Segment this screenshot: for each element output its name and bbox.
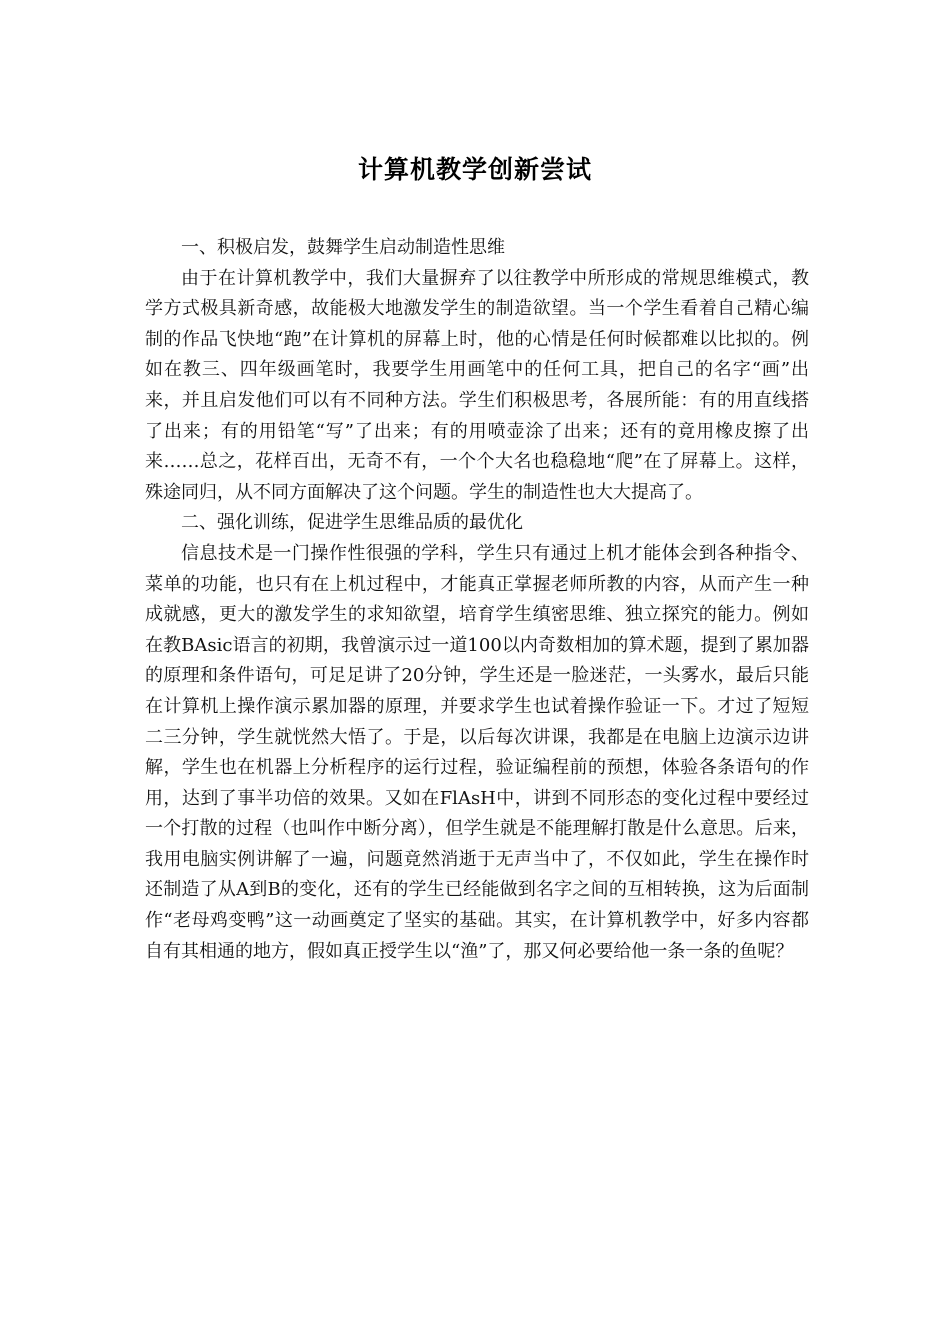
section-paragraph-2: 信息技术是一门操作性很强的学科，学生只有通过上机才能体会到各种指令、菜单的功能，也只有在上机过程中，才能真正掌握老师所教的内容，从而产生一种成就感，更大的激发学生的求知欲望，培育学生缜密思维、独立探究的能力。例如在教BAsic语言的初期，我曾演示过一道100以内奇数相加的算术题，提到了累加器的原理和条件语句，可足足讲了20分钟，学生还是一脸迷茫，一头雾水，最后只能在计算机上操作演示累加器的原理，并要求学生也试着操作验证一下。才过了短短二三分钟，学生就恍然大悟了。于是，以后每次讲课，我都是在电脑上边演示边讲解，学生也在机器上分析程序的运行过程，验证编程前的预想，体验各条语句的作用，达到了事半功倍的效果。又如在FlAsH中，讲到不同形态的变化过程中要经过一个打散的过程（也叫作中断分离），但学生就是不能理解打散是什么意思。后来，我用电脑实例讲解了一遍，问题竟然消逝于无声当中了，不仅如此，学生在操作时还制造了从A到B的变化，还有的学生已经能做到名字之间的互相转换，这为后面制作“老母鸡变鸭”这一动画奠定了坚实的基础。其实，在计算机教学中，好多内容都自有其相通的地方，假如真正授学生以“渔”了，那又何必要给他一条一条的鱼呢？ bbox=[145, 542, 809, 962]
document-title: 计算机教学创新尝试 bbox=[357, 155, 592, 184]
document-body bbox=[145, 233, 809, 967]
section-heading-2: 二、强化训练，促进学生思维品质的最优化 bbox=[181, 512, 523, 534]
section-paragraph-1: 由于在计算机教学中，我们大量摒弃了以往教学中所形成的常规思维模式，教学方式极具新奇感，故能极大地激发学生的制造欲望。当一个学生看着自己精心编制的作品飞快地“跑”在计算机的屏幕上时，他的心情是任何时候都难以比拟的。例如在教三、四年级画笔时，我要学生用画笔中的任何工具，把自己的名字“画”出来，并且启发他们可以有不同种方法。学生们积极思考，各展所能：有的用直线搭了出来；有的用铅笔“写”了出来；有的用喷壶涂了出来；还有的竟用橡皮擦了出来……总之，花样百出，无奇不有，一个个大名也稳稳地“爬”在了屏幕上。这样，殊途同归，从不同方面解决了这个问题。学生的制造性也大大提高了。 bbox=[145, 267, 809, 503]
section-heading-1: 一、积极启发，鼓舞学生启动制造性思维 bbox=[181, 237, 505, 258]
